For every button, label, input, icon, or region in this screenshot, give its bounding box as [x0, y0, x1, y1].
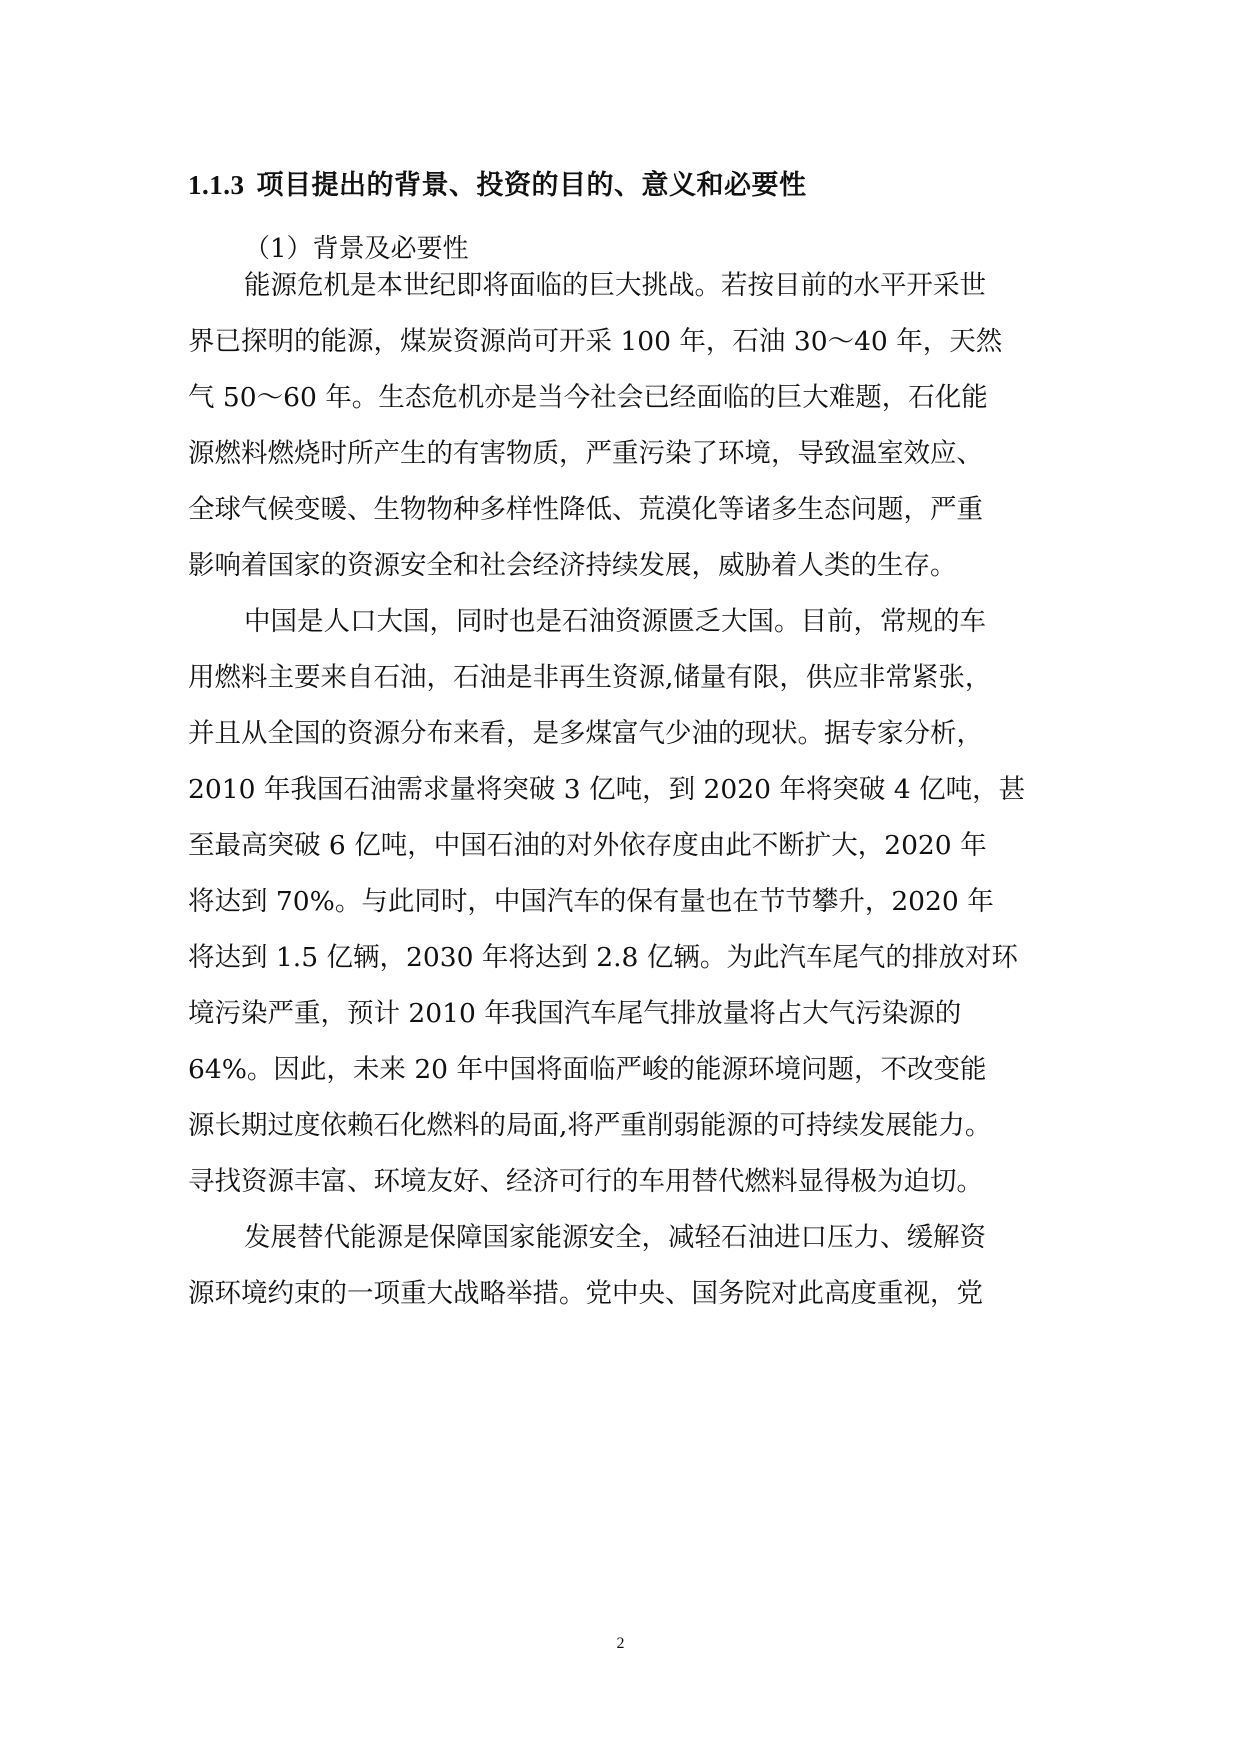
text-line: 将达到 70%。与此同时，中国汽车的保有量也在节节攀升，2020 年 — [188, 886, 994, 917]
text-line: 2010 年我国石油需求量将突破 3 亿吨，到 2020 年将突破 4 亿吨，甚 — [188, 774, 1026, 805]
text-line: 全球气候变暖、生物物种多样性降低、荒漠化等诸多生态问题，严重 — [188, 494, 983, 525]
text-line: 64%。因此，未来 20 年中国将面临严峻的能源环境问题，不改变能 — [188, 1054, 987, 1085]
text-line: 源长期过度依赖石化燃料的局面,将严重削弱能源的可持续发展能力。 — [188, 1110, 992, 1141]
text-line: 将达到 1.5 亿辆，2030 年将达到 2.8 亿辆。为此汽车尾气的排放对环 — [188, 942, 1018, 973]
text-line: 中国是人口大国，同时也是石油资源匮乏大国。目前，常规的车 — [244, 606, 986, 637]
page-number: 2 — [616, 1635, 625, 1652]
text-line: 源燃料燃烧时所产生的有害物质，严重污染了环境，导致温室效应、 — [188, 438, 983, 469]
section-heading — [188, 163, 807, 202]
text-line: 发展替代能源是保障国家能源安全，减轻石油进口压力、缓解资 — [244, 1222, 986, 1253]
text-line: 源环境约束的一项重大战略举措。党中央、国务院对此高度重视，党 — [188, 1278, 983, 1309]
section-subtitle: （1）背景及必要性 — [244, 234, 469, 264]
text-line: 寻找资源丰富、环境友好、经济可行的车用替代燃料显得极为迫切。 — [188, 1166, 983, 1197]
text-line: 气 50～60 年。生态危机亦是当今社会已经面临的巨大难题，石化能 — [188, 382, 988, 413]
section-title: 项目提出的背景、投资的目的、意义和必要性 — [256, 170, 807, 201]
section-number: 1.1.3 — [188, 170, 245, 200]
text-line: 并且从全国的资源分布来看，是多煤富气少油的现状。据专家分析， — [188, 718, 983, 749]
text-line: 能源危机是本世纪即将面临的巨大挑战。若按目前的水平开采世 — [244, 270, 986, 301]
text-line: 界已探明的能源，煤炭资源尚可开采 100 年，石油 30～40 年，天然 — [188, 326, 1003, 357]
text-line: 用燃料主要来自石油，石油是非再生资源,储量有限，供应非常紧张， — [188, 662, 992, 693]
text-line: 至最高突破 6 亿吨，中国石油的对外依存度由此不断扩大，2020 年 — [188, 830, 987, 861]
text-line: 境污染严重，预计 2010 年我国汽车尾气排放量将占大气污染源的 — [188, 998, 962, 1029]
text-line: 影响着国家的资源安全和社会经济持续发展，威胁着人类的生存。 — [188, 550, 957, 581]
